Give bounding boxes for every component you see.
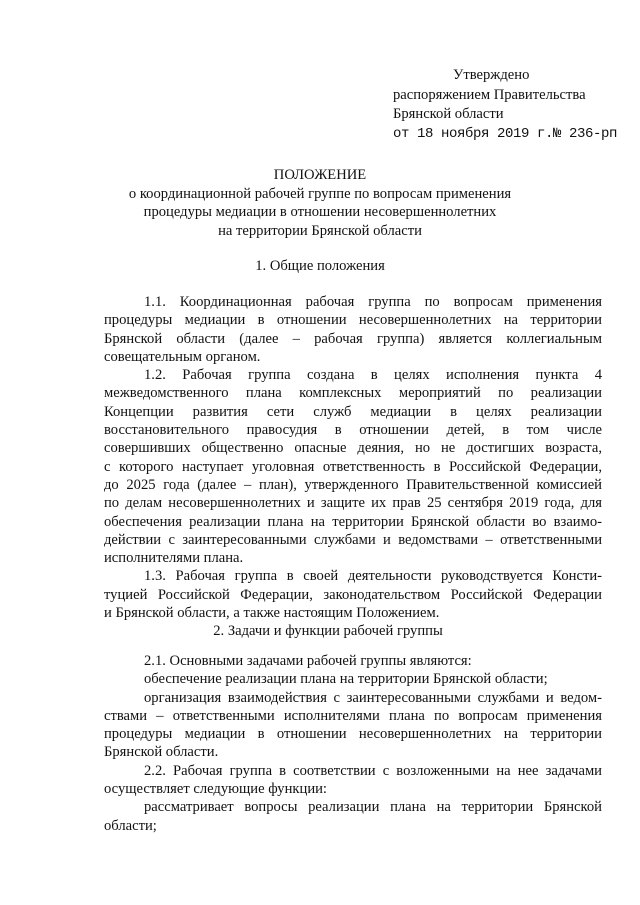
text-line: организация взаимодействия с заинтересованными службами и ведом- <box>144 689 602 706</box>
approval-stamp <box>393 66 617 144</box>
text-line: 1.1. Координационная рабочая группа по вопросам применения <box>144 294 602 310</box>
text-line: осуществляет следующие функции: <box>104 781 327 798</box>
text-line: Брянской области. <box>104 744 219 761</box>
text-line: совершивших общественно опасные деяния, но не достигших возраста, <box>104 440 602 457</box>
text-line: до 2025 года (далее – план), утвержденного Правительственной комиссией <box>104 476 602 493</box>
text-line: 1.2. Рабочая группа создана в целях исполнения пункта 4 <box>144 367 602 384</box>
text-line: 2.2. Рабочая группа в соответствии с возложенными на нее задачами <box>144 762 602 779</box>
approval-line: Утверждено <box>453 67 530 83</box>
text-line: туцией Российской Федерации, законодательством Российской Федерации <box>104 586 602 603</box>
text-line: восстановительного правосудия в отношении детей, в том числе <box>104 422 602 439</box>
title-subtitle: о координационной рабочей группе по вопросам применения <box>128 185 512 202</box>
text-line: совещательным органом. <box>104 348 261 365</box>
text-line: обеспечения реализации плана на территории Брянской области во взаимо- <box>104 513 602 530</box>
text-line: по делам несовершеннолетних и защите их прав 25 сентября 2019 года, для <box>104 495 602 512</box>
section-heading: 1. Общие положения <box>255 258 385 274</box>
title-subtitle: процедуры медиации в отношении несовершеннолетних <box>143 204 497 220</box>
text-line: Брянской области (далее – рабочая группа) является коллегиальным <box>104 330 602 347</box>
text-line: процедуры медиации в отношении несовершеннолетних на территории <box>104 312 602 329</box>
text-line: межведомственного плана комплексных мероприятий по реализации <box>104 385 602 402</box>
text-line: ствами – ответственными исполнителями плана по вопросам применения <box>104 707 602 724</box>
approval-line: Брянской области <box>393 106 504 122</box>
title-heading: ПОЛОЖЕНИЕ <box>273 167 367 183</box>
text-line: 2.1. Основными задачами рабочей группы являются: <box>144 653 472 669</box>
text-line: обеспечение реализации плана на территории Брянской области; <box>144 671 548 688</box>
section-heading: 2. Задачи и функции рабочей группы <box>213 623 443 639</box>
text-line: рассматривает вопросы реализации плана на территории Брянской <box>144 799 602 816</box>
text-line: действии с заинтересованными службами и ведомствами – ответственными <box>104 531 602 548</box>
text-line: 1.3. Рабочая группа в своей деятельности руководствуется Консти- <box>144 568 602 585</box>
document-title <box>0 166 640 240</box>
section-body <box>104 652 602 835</box>
section-body <box>104 293 602 622</box>
approval-date-line: от 18 ноября 2019 г.№ 236-рп <box>393 125 618 142</box>
text-line: исполнителями плана. <box>104 550 244 567</box>
text-line: с которого наступает уголовная ответственность в Российской Федерации, <box>104 458 602 475</box>
title-subtitle: на территории Брянской области <box>218 222 422 239</box>
approval-line: распоряжением Правительства <box>393 86 586 103</box>
text-line: области; <box>104 817 157 834</box>
text-line: Концепции развития сети служб медиации в целях реализации <box>104 403 602 420</box>
text-line: процедуры медиации в отношении несовершеннолетних на территории <box>104 726 602 743</box>
text-line: и Брянской области, а также настоящим Положением. <box>104 605 440 622</box>
